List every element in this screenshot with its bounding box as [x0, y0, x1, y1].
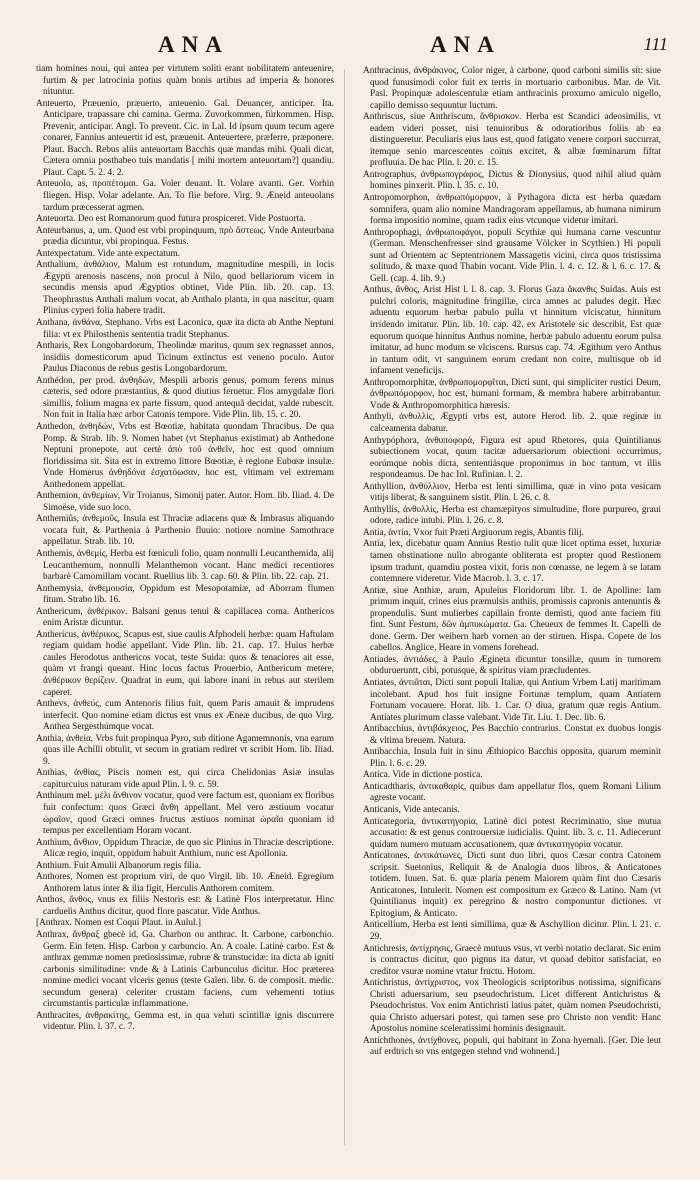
dictionary-entry: Antichristus, ἀντίχριστος, vox Theologicis scriptoribus notissima, significans Christi aduersarium, seu pseudochristum. Licet different Antichristus & Pseudochristus. Vox enim Antichristi latius patet, quàm nomen Pseudochristi, quia Christo aduersari potest, qui tamen sese pro Christo non vendit: Hanc Apostolus nomine sceleratissimi hominis designauit.: [363, 978, 661, 1035]
dictionary-entry: Anthium, ἄνθιον, Oppidum Thraciæ, de quo sic Plinius in Thraciæ descriptione. Alicæ regio, inquit, oppidum habuit Anthium, nunc est Apollonia.: [36, 837, 334, 860]
dictionary-entry: Antibacchius, ἀντιβάκχειος, Pes Bacchio contrarius. Constat ex duobus longis & vltima breuem. Natura.: [363, 724, 661, 746]
dictionary-entry: Anthericum, ἀνθέρικον. Balsani genus tenui & capillacea coma. Anthericos enim Aristæ dicuntur.: [36, 606, 334, 629]
dictionary-entry: Anteuerto, Præuenio, præuerto, anteuenio. Gal. Deuancer, anticiper. Ita. Anticipare, trapassare chi camina. Germa. Zuvorkommen, fürkommen. Hisp. Prevenir, anticipar. Angl. To prevent. Cic. in Lal. Id ipsum quum tecum agere conarer, Fannius anteuertit id est, præuenit. Anteuertere, præferre, præponere. Plaut. Bacch. Rebus aliis anteuortam Bacchis quæ mandas mihi. Quali dicat, Cætera omnia posthabeo tuis mandatis [ mihi mortem anteuortam?] quandiu. Plaut. Capt. 5. 2. 4. 2.: [36, 98, 334, 178]
dictionary-entry: Anticanis, Vide antecanis.: [363, 805, 460, 815]
dictionary-entry: Anthias, ἀνθίας, Piscis nomen est, qui circa Chelidonias Asiæ insulas capiturcuius naturam vide apud Plin. l. 9. c. 59.: [36, 768, 334, 790]
dictionary-entry: Anthemis, ἀνθεμίς, Herba est fœniculi folio, quam nonnulli Leucanthemida, alij Leucanthemum, nonnulli Melanthemon vocant. Hanc medici recentiores barbarè Camomillam vocant. Ruellius lib. 3. cap. 60. & Plin. lib. 22. cap. 21.: [36, 548, 334, 583]
dictionary-entry: Anthos, ἄνθος, vnus ex filiis Nestoris est: & Latinè Flos interpretatur. Hinc carduelis Anthus dicitur, quod flore pascatur. Vide Anthus.: [36, 895, 334, 917]
dictionary-entry: Anthracinus, ἀνθράκινος, Color niger, à carbone, quod carboni similis sit: siue quod funusimodi color fuit ex terris in mortuario carbonibus. Mar. de Vit. Pasl. Propinquæ adolescentulæ etiam anthracinis proxumo amiculo nigello, capillo demisso sequuntur luctum.: [363, 66, 661, 111]
dictionary-entry: Anthemion, ἀνθεμίων, Vir Troianus, Simonij pater. Autor. Hom. lib. Iliad. 4. De Simoëse, vide suo loco.: [36, 491, 334, 513]
running-head-right: ANA: [430, 32, 501, 57]
dictionary-entry: Anticellium, Herba est lenti simillima, quæ & Aschyllion dicitur. Plin. l. 21. c. 29.: [363, 920, 661, 943]
dictionary-entry: Anthyllis, ἀνθυλλίς, Herba est chamæpityos simultudine, flore purpureo, graui odore, radice intubi. Plin. l. 26. c. 8.: [363, 504, 661, 527]
dictionary-entry: Antiades, ἀντιάδες, à Paulo Ægineta dicuntur tonsillæ, quum in tumorem obdurueruntt, cibi, potusque, & spiritus viam præcludentes.: [363, 654, 661, 677]
dictionary-entry: Anthium. Fuit Amulii Albanorum regis filia.: [36, 860, 202, 871]
dictionary-entry: Anthriscus, siue Anthriscum, ἄνθρισκον. Herba est Scandici adeosimilis, vt eadem videri posset, nisi tenuioribus & odoratioribus foliis ab ea distingueretur. Peculiaris eius laus est, quod fatigato venere corpori succurrat, itemque senio marcescentes coitus excitet, & albæ fœminarum fiftat profluuia. De hac Plin. l. 20. c. 15.: [363, 112, 661, 169]
dictionary-entry: Anthedon, ἀνθηδών, Vrbs est Bœotiæ, habitata quondam Thracibus. De qua Pomp. & Strab. lib. 9. Nomen habet (vt Stephanus existimat) ab Anthedone Neptuni pronepote, aut certè ἀπὸ τοῦ ἀνθεῖν, hoc est quod omnium floridissima sit. Sita est in extremo littore Bœotiæ, è regione Eubœæ insulæ. Vnde Homerus ἀνθηδόνα ἐσχατόωσαν, hoc est, vltimam vel extremam Anthedonem appellat.: [36, 421, 334, 490]
dictionary-entry: Antibacchia, Insula fuit in sinu Æthiopico Bacchis opposita, quarum meminit Plin. l. 6. c. 29.: [363, 747, 661, 769]
left-column: [36, 64, 334, 1034]
dictionary-entry: Anthropophagi, ἀνθρωποφάγοι, populi Scythiæ qui humana carne vescuntur (German. Menschenfresser sind grausame Völcker in Scythien.) Hi populi sunt ad Orientem ac Septentrionem Massagetis vicini, circa quos tristissima solitudo, & maxe quod Thabin vocant. Vide Plin. l. 4. c. 12. & l. 6. c. 17. & Gell. (cap. 4. lib. 9.): [363, 227, 661, 284]
dictionary-entry: Anticatones, ἀντικάτωνες, Dicti sunt duo libri, quos Cæsar contra Catonem scripsit. Suetonius, Reliquit & de Analogia duos libros, & Anticatones totidem. Iuuen. Sat. 6. quæ plaria penem Maiorem quàm fint duo Cæsaris Anticatones, Intulerit. Nomen est compositum ex Græco & Latino. Nam (vt Quintilianus inquit) ex peregrino & nostro componuntur dictiones. vt Epitogium, & Anticato.: [363, 851, 661, 919]
dictionary-entry: Anthyli, ἀνθυλλίς, Ægypti vrbs est, autore Herod. lib. 2. quæ reginæ in calceamenta dabatur.: [363, 412, 661, 434]
dictionary-entry: Anteuorta. Deo est Romanorum quod futura prospiceret. Vide Postuorta.: [36, 214, 306, 225]
dictionary-entry: [Anthrax. Nomen est Coqui Plaut. in Aulul.]: [36, 918, 202, 929]
dictionary-entry: Antropomorphon, ἀνθρωπόμορφον, à Pythagora dicta est herba quædam somnifera, quam alio nomine Mandragoram appellamus, ab humana nimirum forma impositio nomine, quam radix eius vtcunque videtur imitari.: [363, 193, 661, 227]
dictionary-entry: Anticategoria, ἀντικατηγορία, Latinè dici potest Recriminatio, siue mutua accusatio: & est genus controuersiæ iudicialis. Quint. lib. 3. c. 11. Adiecerunt quidam numero mutuam accusationem, quæ ἀντικατηγορία vocatur.: [363, 816, 661, 850]
dictionary-entry: Antia, ἀντία, Vxor fuit Præti Argiuorum regis, Abantis filij.: [363, 527, 584, 538]
dictionary-entry: Antharis, Rex Longobardorum, Theolindæ maritus, quum sex regnasset annos, insidiis domesticorum apud Ticinum extinctus est veneno poculo. Autor Paulus Diaconus de rebus gestis Longobardorum.: [36, 341, 334, 375]
dictionary-entry: Anthia, ἀνθεία, Vrbs fuit propinqua Pyro, sub ditione Agamemnonis, vna earum quas ille Achilli obtulit, vt secum in gratiam rediret vt scribit Hom. lib. Iliad. 9.: [36, 733, 334, 767]
dictionary-entry: Anthana, ἀνθάνα, Stephano. Vrbs est Laconica, quæ ita dicta ab Anthe Neptuni filia: vt ex Philosthenis sententia tradit Stephanus.: [36, 318, 334, 340]
dictionary-entry: Anthinum mel. μέλι ἄνθινον vocatur, quod vere factum est, quoniam ex floribus fuit confectum: quos Græci ἄνθη appellant. Mel vero æstiuum vocatur ὡραῖον, quod Græci omnes fructus æstiuos nominat ὡραῖα quoniam id tempus per excellentiam Horam vocant.: [36, 791, 334, 837]
dictionary-entry: Anticadtharis, ἀντικαθαρίς, quibus dam appellatur flos, quem Romani Lilium agreste vocant.: [363, 781, 661, 804]
dictionary-entry: Anteuolo, as, προπέτομαι. Ga. Voler deuant. It. Volare avanti. Ger. Vorhin fliegen. Hisp. Volar adelante. An. To flie before. Virg. 9. Æneid anteuolans tardum præcesserat agmen.: [36, 179, 334, 213]
dictionary-entry: Anthericus, ἀνθέρικος, Scapus est, siue caulis Afphodeli herbæ: quam Haftulam regiam quidam hodie appellant. Vide Plin. lib. 21. cap. 17. Huius herbæ caules Herodotus anthericos vocat, teste Suida: quos & tenaciores ait esse, quàm vt frangi queant. Hinc locus factus Prouerbio, Anthericum metere, ἀνθέρικον θερίζειν. Quadrat in eum, qui labore inani in rebus aut sterilem caperet.: [36, 629, 334, 698]
dictionary-entry: Antia, lex, dicebatur quam Annius Restio tulit quæ licet optima esset, luxuriæ tamen obstinatione nullo abrogante obliterata est propter quod Restionem ipsum tradunt, quamdiu postea vixit, foris non cœnasse, ne legem à se latam contemnere videretur. Vide Macrob. l. 3. c. 17.: [363, 539, 661, 585]
page-number: 111: [643, 34, 668, 54]
running-head-left: ANA: [158, 32, 229, 57]
dictionary-entry: Anthemiûs, ἀνθεμοῦς, Insula est Thraciæ adiacens quæ & Imbrasus aliquando vocata fuit, & Parthenia à Parthenio fluuio: notiore nomine Samothrace appellatur. Strab. lib. 10.: [36, 514, 334, 548]
dictionary-entry: Antrographus, ἀνθρωπογράφος, Dictus & Dionysius, quod nihil aliud quàm homines pinxerit. Plin. l. 35. c. 10.: [363, 169, 661, 192]
dictionary-entry: Antexpectatum. Vide ante expectatum.: [36, 248, 181, 259]
dictionary-entry: tiam homines noui, qui antea per virtutem soliti erant nobilitatem anteuenire, furtim & per latrocinia potius quàm bonis artibus ad imperia & honores nituntur.: [36, 64, 334, 98]
dictionary-entry: Anthracites, ἀνθρακίτης, Gemma est, in qua veluti scintillæ ignis discurrere videntur. Plin. l. 37. c. 7.: [36, 1010, 334, 1033]
dictionary-entry: Anthypóphora, ἀνθυποφορά, Figura est apud Rhetores, quia Quintilianus subiectionem vocat, quum tacitæ aduersariorum obiectioni occurrimus, eorúmque nobis dicta, sententiásque proponimus in hoc tantum, vt illis respondeamus. De hac Inl. Rufinian. l. 2.: [363, 435, 661, 481]
column-divider: [344, 70, 345, 1145]
dictionary-entry: Anteurbanus, a, um. Quod est vrbi propinquum, πρὸ ἄστεως. Vnde Anteurbana prædia dicuntur, vbi propinqua. Festus.: [36, 225, 334, 248]
dictionary-entry: Anthalium, ἀνθάλιον, Malum est rotundum, magnitudine mespili, in locis Ægypti arenosis nascens, non procul à Nilo, quod bellariorum vicem in secundis mensis apud Ægyptios obtinet, Vide Plin. lib. 20. cap. 13. Theophrastus Anthali malum vocat, ab Anthalo planta, in qua nascitur, quam Plinius cyperi folia habere tradit.: [36, 260, 334, 317]
dictionary-entry: Antiæ, siue Anthiæ, arum, Apuleius Floridorum libr. 1. de Apolline: Iam primum inquit, crines eius præmulsis anthiis, promissis capronis antenuntis & propendulis. Sunt mulierbes capillain fronte demisti, quod ante faciem fiti fint. Sunt Festum, δῶν ἀμπυκώματα. Ga. Cheueux de femmes It. Capelli de done. Germ. Der weibern harb vornen an der stirnen. Hispa. Copete de los cabellos. Anglice, Heare in vomens forehead.: [363, 585, 661, 654]
dictionary-entry: Antiates, ἀντιᾶται, Dicti sunt populi Italiæ, qui Antium Vrbem Latij maritimam incolebant. Apud hos fuit insigne Fortunæ templum, quam Antiatem Fortunam vocauere. Horat. lib. 1. Car. O diua, gratum quæ regis Antium. Antiates plurimum classe valebant. Vide Tit. Liu. 1. Dec. lib. 6.: [363, 677, 661, 723]
dictionary-entry: Antichthones, ἀντίχθονες, populi, qui habitant in Zona hyemali. [Ger. Die leut auf erdtrich so vns entgegen stehnd vnd wohnend.]: [363, 1035, 661, 1058]
dictionary-entry: Antica. Vide in dictione postica.: [363, 770, 483, 781]
right-column: [363, 66, 661, 1059]
dictionary-entry: Anthevs, ἀνθεύς, cum Antenoris filius fuit, quem Paris amauit & imprudens interfecit. Quo nomine etiam dictus est vnus ex Æneæ ducibus, de quo Virg. Anthea Sergesthúmque vocat.: [36, 699, 334, 733]
dictionary-entry: Anthemysia, ἀνθεμουσία, Oppidum est Mesopotamiæ, ad Aborram flumen fitum. Strabo lib. 16.: [36, 583, 334, 606]
dictionary-entry: Anthyllion, ἀνθύλλιον, Herba est lenti simillima, quæ in vino pota vesicam vitijs liberat, & sanguinem sistit. Plin. l. 26. c. 8.: [363, 481, 661, 504]
dictionary-entry: Anthédon, per prod. ἀνθηδών, Mespili arboris genus, pomum ferens minus cæteris, sed odore præstantius, & quod diutius feruetur. Flos amygdalæ flori simillis, folium magna ex parte fissum, quod antequã decidat, valde rubescit. Non fuit in Italia hæc arbor Catonis tempore. Vide Plin. lib. 15. c. 20.: [36, 375, 334, 421]
dictionary-entry: Anthropomorphitæ, ἀνθρωπομορφῖται, Dicti sunt, qui simpliciter rustici Deum, ἀνθρωπόμορφον, hoc est, humani formam, & membra habere arbitrabantur. Vnde & Anthropomorphitica hæresis.: [363, 377, 661, 411]
dictionary-entry: Anthrax, ἄνθραξ gbecè id, Ga. Charbon ou anthrac. It. Carbone, carbonchio. Germ. Ein feten. Hisp. Carbon y carbuncio. An. A coale. Latinè carbo. Est & anthrax gemmæ nomen pretiosissimæ, rubræ & transtucidæ: ita dicta ab igniti carbonis similitudine: vnde & à Latinis Carbunculus dicitur. Hoc præterea nomine medici vocant vlceris genus (teste Galen. libr. 6. de composit. medic. secundum genera) celeriter crustam faciens, cum vehementi totius circumstantis particulæ inflammatione.: [36, 930, 334, 1010]
dictionary-entry: Antichresis, ἀντίχρησις, Graecè mutuus vsus, vt verbi notatio declarat. Sic enim is contractus dicitur, quo pignus ita datur, vt quoad debitor satisfaciat, eo creditor vsuræ nomine vtatur fructu. Hotom.: [363, 943, 661, 977]
dictionary-entry: Anthores, Nomen est proprium viri, de quo Virgil. lib. 10. Æneid. Egregium Anthorem latus inter & ilia figit, Herculis Anthorem comitem.: [36, 872, 334, 894]
dictionary-entry: Anthus, ἄνθος, Arist Hist l. l. 8. cap. 3. Florus Gaza ἄκανθις Suidas. Auis est pulchri coloris, magnitudine fringillæ, circa amnes ac paludes degit. Hæc aduentu equorum herbæ pabulo pulla vt hinnitum vlciscatur, hinnitum irridendo imitatur. Plin. lib. 10. cap. 42. ex Aristotele sic describit, Est quæ equorum quoque hinnitus Anthus nomine, herbæ pabulo aduentu eorum pulsa imitatur, ad hunc modum se vlciscens. Rursus cap. 74. Ægithum vero Anthus in tantum odit, vt sanguinem eorum credant non coire, multisque ob id infament veneficijs.: [363, 285, 661, 377]
